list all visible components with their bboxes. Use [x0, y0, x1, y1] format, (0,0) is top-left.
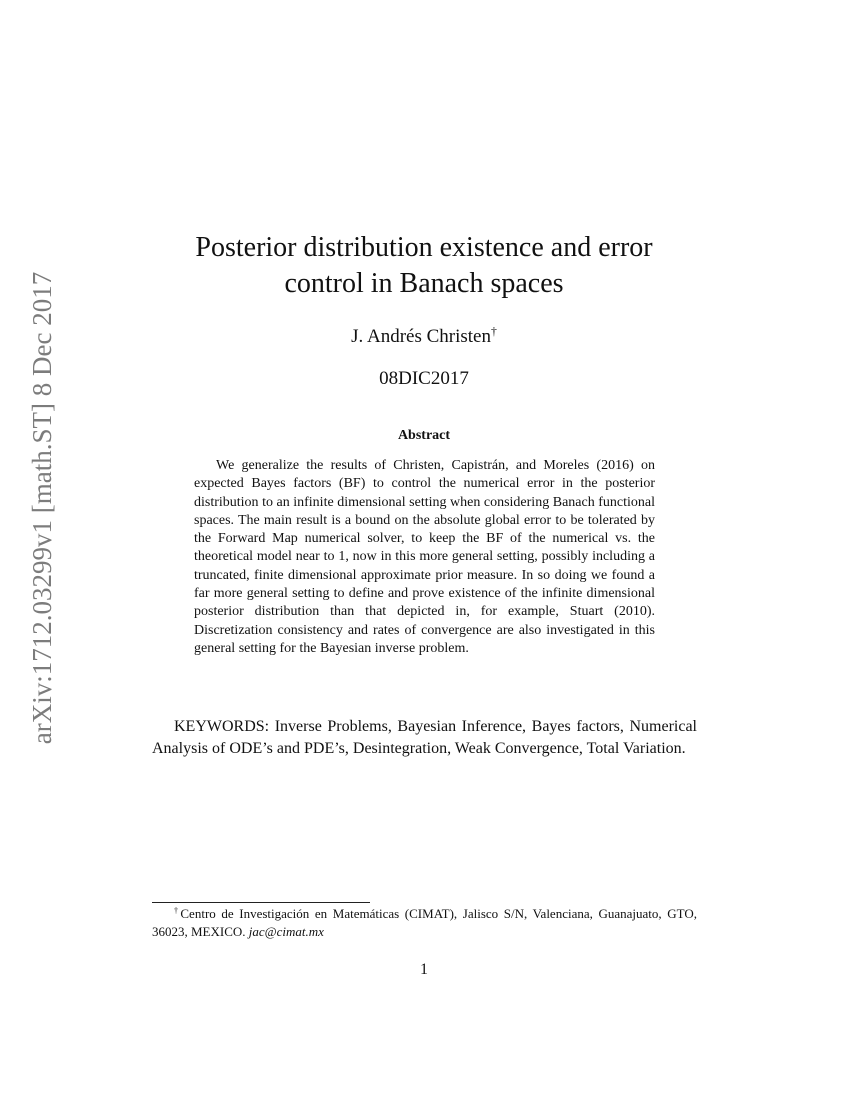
paper-date: 08DIC2017	[379, 368, 469, 389]
footnote-mark: †	[174, 906, 181, 916]
abstract-heading: Abstract	[397, 428, 451, 443]
title-line-1: Posterior distribution existence and error	[195, 232, 653, 263]
footnote-divider	[152, 902, 370, 903]
footnote	[152, 905, 697, 941]
arxiv-identifier-stamp: arXiv:1712.03299v1 [math.ST] 8 Dec 2017	[27, 271, 57, 745]
author-line	[150, 325, 698, 349]
abstract-text: We generalize the results of Christen, Capistrán, and Moreles (2016) on expected Bayes factors (BF) to control the numerical error in the posterior distribution to an infinite dimensional setting when considering Banach functional spaces. The main result is a bound on the absolute global error to be tolerated by the Forward Map numerical solver, to keep the BF of the numerical vs. the theoretical model near to 1, now in this more general setting, possibly including a truncated, finite dimensional approximate prior measure. In so doing we found a far more general setting to define and prove existence of the infinite dimensional posterior distribution than that depicted in, for example, Stuart (2010). Discretization consistency and rates of convergence are also investigated in this general setting for the Bayesian inverse problem.	[194, 458, 655, 656]
author-footnote-mark: †	[490, 324, 497, 338]
footnote-affiliation: Centro de Investigación en Matemáticas (CIMAT), Jalisco S/N, Valenciana, Guanajuato, GTO, 36023, MEXICO.	[152, 906, 697, 939]
footnote-email: jac@cimat.mx	[248, 924, 324, 939]
keywords-paragraph: KEYWORDS: Inverse Problems, Bayesian Inference, Bayes factors, Numerical Analysis of ODE’s and PDE’s, Desintegration, Weak Convergence, Total Variation.	[152, 718, 697, 757]
paper-title	[150, 230, 698, 302]
page-number: 1	[420, 961, 428, 978]
title-line-2: control in Banach spaces	[284, 268, 564, 299]
author-name: J. Andrés Christen	[351, 326, 491, 347]
